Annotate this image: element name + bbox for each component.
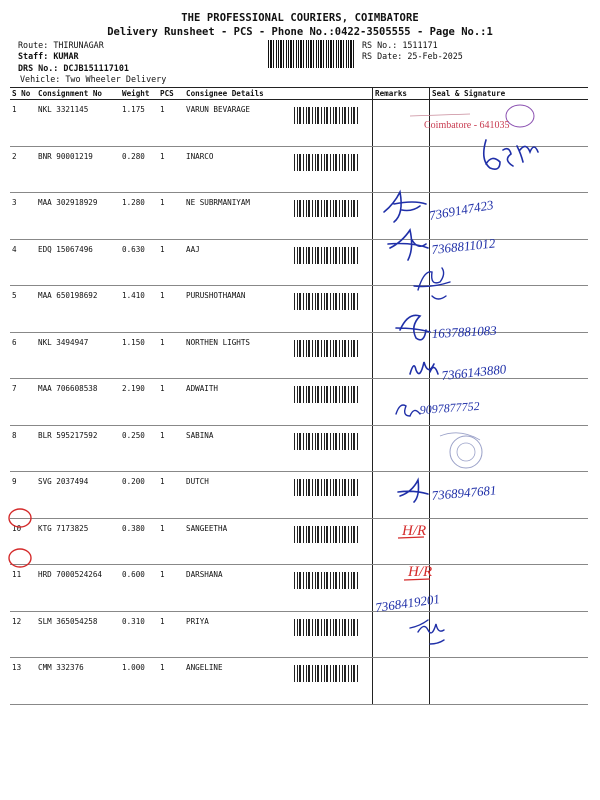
cell-consignment-no: NKL 3321145 (36, 100, 120, 147)
consignment-barcode (294, 526, 358, 543)
rs-no-value: 1511171 (402, 40, 438, 50)
cell-consignee: VARUN BEVARAGE (184, 100, 292, 147)
cell-consignment-no: SVG 2037494 (36, 472, 120, 519)
cell-sno: 5 (10, 286, 36, 333)
table-row (10, 472, 588, 519)
cell-remarks (373, 332, 430, 379)
cell-consignment-no: MAA 302918929 (36, 193, 120, 240)
cell-remarks (373, 658, 430, 705)
runsheet-barcode (268, 40, 354, 68)
cell-weight: 0.200 (120, 472, 158, 519)
cell-sno: 4 (10, 239, 36, 286)
cell-barcode (292, 611, 373, 658)
consignment-barcode (294, 247, 358, 264)
cell-remarks (373, 379, 430, 426)
cell-signature (430, 472, 589, 519)
cell-signature (430, 379, 589, 426)
consignment-barcode (294, 340, 358, 357)
vehicle-value: Two Wheeler Delivery (65, 74, 167, 84)
cell-consignee: NORTHEN LIGHTS (184, 332, 292, 379)
consignment-barcode (294, 154, 358, 171)
header-weight: Weight (120, 88, 158, 100)
phone-row3: 7369147423 (427, 196, 495, 223)
cell-signature (430, 146, 589, 193)
cell-barcode (292, 425, 373, 472)
header-remarks: Remarks (373, 88, 430, 100)
cell-barcode (292, 286, 373, 333)
cell-remarks (373, 518, 430, 565)
rs-no-line (362, 40, 438, 51)
cell-weight: 0.600 (120, 565, 158, 612)
cell-consignment-no: SLM 365054258 (36, 611, 120, 658)
cell-weight: 0.280 (120, 146, 158, 193)
cell-remarks (373, 286, 430, 333)
drs-line (18, 63, 129, 74)
vehicle-line (20, 74, 166, 85)
cell-consignment-no: CMM 332376 (36, 658, 120, 705)
cell-remarks (373, 146, 430, 193)
stamp-text: Coimbatore - 641035 (424, 120, 510, 131)
staff-line (18, 51, 79, 62)
cell-pcs: 1 (158, 286, 184, 333)
cell-signature (427, 193, 589, 240)
cell-remarks (373, 611, 430, 658)
phone-row4: 7368811012 (430, 235, 497, 257)
cell-barcode (292, 100, 373, 147)
header-consignee: Consignee Details (184, 88, 292, 100)
consignment-barcode (294, 200, 358, 217)
cell-signature (430, 518, 589, 565)
cell-sno: 11 (10, 565, 36, 612)
staff-value: KUMAR (53, 51, 79, 61)
cell-barcode (292, 239, 373, 286)
table-header-row (10, 88, 588, 100)
header-barcode (292, 88, 373, 100)
phone-row13: 7368419201 (374, 591, 441, 615)
cell-consignee: PRIYA (184, 611, 292, 658)
header-pcs: PCS (158, 88, 184, 100)
staff-label: Staff: (18, 51, 49, 61)
cell-sno: 10 (10, 518, 36, 565)
consignment-barcode (294, 665, 358, 682)
cell-sno: 2 (10, 146, 36, 193)
cell-consignee: NE SUBRMANIYAM (184, 193, 292, 240)
cell-consignee: ANGELINE (184, 658, 292, 705)
cell-remarks (373, 425, 430, 472)
cell-consignee: INARCO (184, 146, 292, 193)
cell-sno: 9 (10, 472, 36, 519)
table-row (10, 239, 588, 286)
runsheet-subtitle: Delivery Runsheet - PCS - Phone No.:0422-3505555 - Page No.:1 (107, 26, 493, 38)
table-row (10, 565, 588, 612)
cell-pcs: 1 (158, 100, 184, 147)
cell-sno: 7 (10, 379, 36, 426)
cell-sno: 8 (10, 425, 36, 472)
cell-barcode (292, 518, 373, 565)
cell-consignment-no: HRD 7000524264 (36, 565, 120, 612)
cell-pcs: 1 (158, 425, 184, 472)
cell-consignment-no: BNR 90001219 (36, 146, 120, 193)
cell-pcs: 1 (158, 379, 184, 426)
cell-weight: 1.150 (120, 332, 158, 379)
cell-consignment-no: MAA 706608538 (36, 379, 120, 426)
cell-remarks (373, 100, 430, 147)
phone-row8: 9097877752 (419, 398, 481, 417)
phone-row6: 1637881083 (431, 322, 498, 341)
cell-barcode (292, 379, 373, 426)
cell-pcs: 1 (158, 193, 184, 240)
phone-row7: 7366143880 (440, 361, 507, 383)
cell-signature (430, 658, 589, 705)
cell-weight: 0.380 (120, 518, 158, 565)
cell-weight: 0.630 (120, 239, 158, 286)
cell-consignment-no: MAA 650198692 (36, 286, 120, 333)
cell-signature (430, 286, 589, 333)
cell-barcode (292, 565, 373, 612)
cell-sno: 13 (10, 658, 36, 705)
cell-barcode (292, 332, 373, 379)
cell-pcs: 1 (158, 658, 184, 705)
cell-barcode (292, 472, 373, 519)
cell-consignment-no: NKL 3494947 (36, 332, 120, 379)
phone-row10: 7368947681 (430, 482, 498, 503)
cell-weight: 2.190 (120, 379, 158, 426)
cell-weight: 1.175 (120, 100, 158, 147)
mark-row12: H/R (408, 564, 433, 580)
consignment-barcode (294, 386, 358, 403)
cell-signature (430, 239, 589, 286)
cell-signature (430, 425, 589, 472)
rs-date-line (362, 51, 463, 62)
drs-label: DRS No.: (18, 63, 59, 73)
consignment-barcode (294, 293, 358, 310)
cell-consignment-no: KTG 7173825 (36, 518, 120, 565)
cell-remarks (373, 472, 430, 519)
cell-barcode (292, 658, 373, 705)
cell-remarks (373, 239, 430, 286)
route-value: THIRUNAGAR (53, 40, 104, 50)
header-signature: Seal & Signature (430, 88, 589, 100)
table-row (10, 518, 588, 565)
cell-sno: 6 (10, 332, 36, 379)
cell-sno: 1 (10, 100, 36, 147)
cell-barcode (292, 193, 373, 240)
rs-date-label: RS Date: (362, 51, 403, 61)
table-row (10, 611, 588, 658)
route-label: Route: (18, 40, 49, 50)
cell-signature (430, 611, 589, 658)
cell-consignee: AAJ (184, 239, 292, 286)
table-row (10, 286, 588, 333)
consignment-barcode (294, 479, 358, 496)
consignment-barcode (294, 433, 358, 450)
route-line (18, 40, 104, 51)
table-row (10, 425, 588, 472)
table-row (10, 193, 588, 240)
cell-pcs: 1 (158, 611, 184, 658)
cell-pcs: 1 (158, 332, 184, 379)
cell-weight: 0.250 (120, 425, 158, 472)
table-row (10, 658, 588, 705)
runsheet-table (10, 87, 588, 705)
mark-row11: H/R (402, 523, 427, 539)
header-sno: S No (10, 88, 36, 100)
cell-barcode (292, 146, 373, 193)
cell-weight: 1.280 (120, 193, 158, 240)
consignment-barcode (294, 107, 358, 124)
cell-remarks (373, 564, 433, 612)
company-title: THE PROFESSIONAL COURIERS, COIMBATORE (181, 12, 419, 24)
cell-pcs: 1 (158, 565, 184, 612)
header-consignment: Consignment No (36, 88, 120, 100)
cell-consignee: DARSHANA (184, 565, 292, 612)
cell-consignee: DUTCH (184, 472, 292, 519)
cell-sno: 12 (10, 611, 36, 658)
drs-value: DCJB151117101 (63, 63, 129, 73)
cell-consignment-no: EDQ 15067496 (36, 239, 120, 286)
cell-signature (430, 100, 589, 147)
cell-weight: 1.410 (120, 286, 158, 333)
cell-signature (430, 332, 589, 379)
cell-consignee: SABINA (184, 425, 292, 472)
cell-pcs: 1 (158, 146, 184, 193)
cell-pcs: 1 (158, 239, 184, 286)
cell-consignee: ADWAITH (184, 379, 292, 426)
cell-pcs: 1 (158, 518, 184, 565)
consignment-barcode (294, 572, 358, 589)
cell-consignee: SANGEETHA (184, 518, 292, 565)
consignment-barcode (294, 619, 358, 636)
cell-sno: 3 (10, 193, 36, 240)
cell-signature (430, 565, 589, 612)
table-row (10, 100, 588, 147)
table-row (10, 379, 588, 426)
cell-consignment-no: BLR 595217592 (36, 425, 120, 472)
cell-pcs: 1 (158, 472, 184, 519)
table-row (10, 146, 588, 193)
cell-weight: 0.310 (120, 611, 158, 658)
rs-no-label: RS No.: (362, 40, 398, 50)
vehicle-label: Vehicle: (20, 74, 61, 84)
cell-consignee: PURUSHOTHAMAN (184, 286, 292, 333)
rs-date-value: 25-Feb-2025 (407, 51, 463, 61)
table-row (10, 332, 588, 379)
cell-remarks (373, 193, 430, 240)
cell-weight: 1.000 (120, 658, 158, 705)
